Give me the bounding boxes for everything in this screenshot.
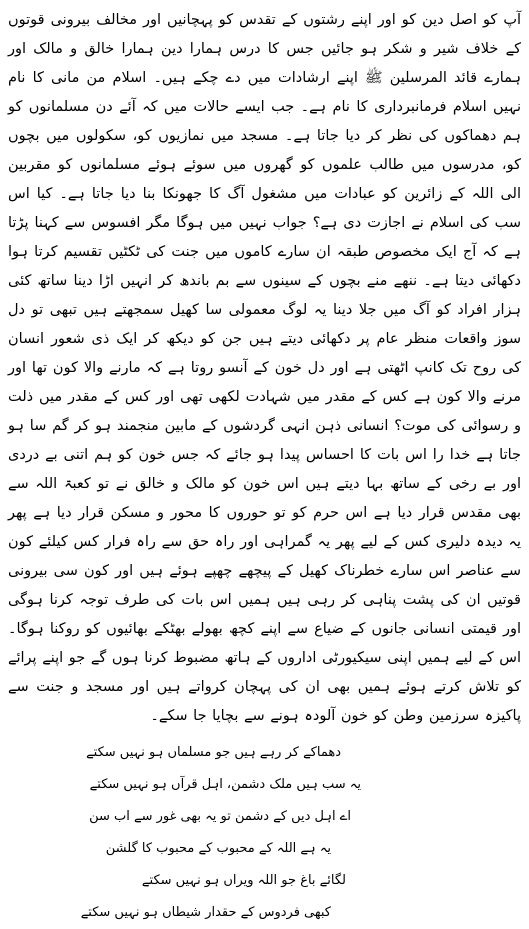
article-paragraph: آپ کو اصل دین کو اور اپنے رشتوں کے تقدس کو پہچانیں اور مخالف بیرونی قوتوں کے خلاف شیر و شکر ہو جائیں جس کا درس ہمارا دین ہمارا خالق و مالک اور ہمارے قائد المرسلین ﷺ اپنے ارشادات میں دے چکے ہیں۔ اسلام من مانی کا نام نہیں اسلام فرمانبرداری کا نام ہے۔ جب ایسے حالات میں کہ آئے دن مسلمانوں کو ہم دھماکوں کی نظر کر دیا جاتا ہے۔ مسجد میں نمازیوں کو، سکولوں میں بچوں کو، مدرسوں میں طالب علموں کو گھروں میں سوئے ہوئے مسلمانوں کو مقربین الی اللہ کے زائرین کو عبادات میں مشغول آگ کا جھونکا بنا دیا جاتا ہے۔ کیا اس سب کی اسلام نے اجازت دی ہے؟ جواب نہیں میں ہوگا مگر افسوس سے کہنا پڑتا ہے کہ آج ایک مخصوص طبقہ ان سارے کاموں میں جنت کی ٹکٹیں تقسیم کرتا ہوا دکھائی دیتا ہے۔ ننھے منے بچوں کے سینوں سے بم باندھ کر انہیں اڑا دینا ساتھ کئی ہزار افراد کو آگ میں جلا دینا یہ لوگ معمولی سا کھیل سمجھتے ہیں تبھی تو دل سوز واقعات منظر عام پر دکھائی دیتے ہیں جن کو دیکھ کر ایک ذی شعور انسان کی روح تک کانپ اٹھتی ہے اور دل خون کے آنسو روتا ہے کہ مارنے والا کون تھا اور مرنے والا کون ہے کس کے مقدر میں شہادت لکھی تھی اور کس کے مقدر میں ذلت و رسوائی کی موت؟ انسانی ذہن انہی گردشوں کے مابین منجمند ہو کر گم سا ہو جاتا ہے خدا را اس بات کا احساس پیدا ہو جائے کہ جس خون کو ہم اتنی بے دردی اور بے رخی کے ساتھ بہا دیتے ہیں اس خون کو مالک و خالق نے تو کعبۃ اللہ سے بھی مقدس قرار دیا ہے اس حرم کو تو حوروں کا محور و مسکن قرار دیا ہے پھر یہ دیدہ دلیری کس کے لیے پھر یہ گمراہی اور راہ حق سے راہ فرار کس کیلئے کون سے عناصر اس سارے خطرناک کھیل کے پیچھے چھپے ہوئے ہیں اور کون سی بیرونی قوتیں ان کی پشت پناہی کر رہی ہیں ہمیں اس بات کی طرف توجہ کرنا ہوگی اور قیمتی انسانی جانوں کے ضیاع سے اپنے کچھ بھولے بھٹکے بھائیوں کو روکنا ہوگا۔ اس کے لیے ہمیں اپنی سیکیورٹی اداروں کے ہاتھ مضبوط کرنا ہوں گے جو اپنے پرائے کو تلاش کرتے ہوئے ہمیں بھی ان کی پہچان کرواتے ہیں اور مسجد و جنت سے پاکیزہ سرزمین وطن کو خون آلودہ ہونے سے بچایا جا سکے۔ [8,12,521,724]
verse-line: یہ ہے اللہ کے محبوب کے محبوب کا گلشن [105,841,331,856]
verse-line: دھماکے کر رہے ہیں جو مسلماں ہو نہیں سکتے [86,745,341,760]
verse-line: اے اہل دیں کے دشمن تو یہ بھی غور سے اب سن [89,809,351,824]
verse-line: یہ سب ہیں ملک دشمن، اہل قرآں ہو نہیں سکتے [89,777,361,792]
verse-line: لگائے باغ جو اللہ ویراں ہو نہیں سکتے [141,873,346,888]
verse-line: کبھی فردوس کے حقدار شیطاں ہو نہیں سکتے [80,905,331,920]
poem-verses [8,737,521,929]
